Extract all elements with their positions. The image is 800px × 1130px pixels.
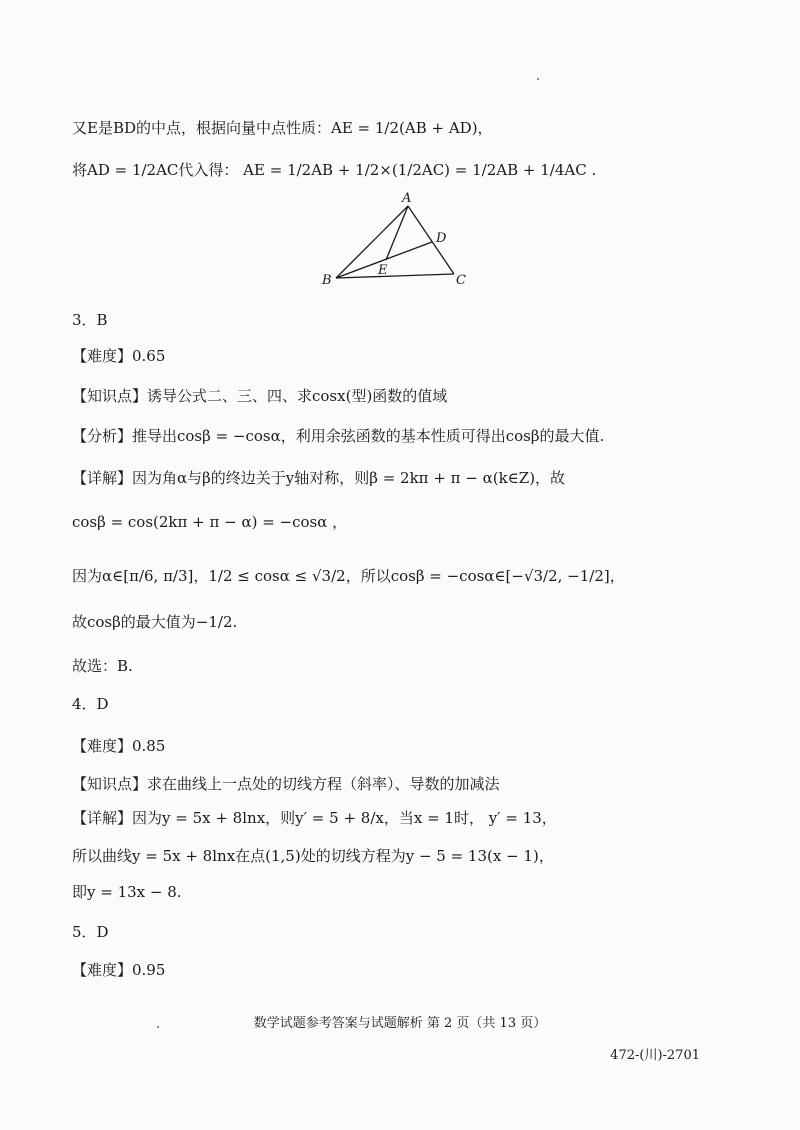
- label-d: D: [436, 231, 447, 246]
- analysis-3: 【分析】推导出cosβ = −cosα，利用余弦函数的基本性质可得出cosβ的最大值.: [72, 427, 605, 445]
- difficulty-5: 【难度】0.95: [72, 961, 166, 979]
- answer-4: 4．D: [72, 695, 109, 713]
- knowledge-4: 【知识点】求在曲线上一点处的切线方程（斜率）、导数的加减法: [72, 775, 500, 793]
- label-e: E: [378, 263, 388, 278]
- detail-4-c: 即y = 13x − 8.: [72, 883, 182, 901]
- detail-3-d: 故cosβ的最大值为−1/2.: [72, 613, 238, 631]
- choose-3: 故选：B.: [72, 657, 133, 675]
- difficulty-4: 【难度】0.85: [72, 737, 166, 755]
- segment-bc: [336, 274, 454, 278]
- line-1: 又E是BD的中点，根据向量中点性质：AE = 1/2(AB + AD)，: [72, 119, 493, 137]
- doc-code: 472-(川)-2701: [610, 1048, 700, 1063]
- answer-5: 5．D: [72, 923, 109, 941]
- triangle-figure: [318, 192, 478, 292]
- label-c: C: [456, 273, 466, 288]
- label-a: A: [402, 191, 412, 206]
- page-footer: 数学试题参考答案与试题解析 第 2 页（共 13 页）: [253, 1016, 547, 1031]
- detail-4-a: 【详解】因为y = 5x + 8lnx，则y′ = 5 + 8/x，当x = 1时， y′ = 13，: [72, 809, 557, 827]
- scan-speck: [537, 78, 539, 80]
- label-b: B: [322, 273, 332, 288]
- answer-3: 3．B: [72, 311, 108, 329]
- detail-3-b: cosβ = cos(2kπ + π − α) = −cosα ，: [72, 513, 348, 531]
- knowledge-3: 【知识点】诱导公式二、三、四、求cosx(型)函数的值域: [72, 387, 448, 405]
- segment-ab: [336, 206, 408, 278]
- scan-speck: [157, 1026, 159, 1028]
- segment-ac: [408, 206, 454, 274]
- line-2: 将AD = 1/2AC代入得： AE = 1/2AB + 1/2×(1/2AC) = 1/2AB + 1/4AC .: [72, 161, 597, 179]
- detail-4-b: 所以曲线y = 5x + 8lnx在点(1,5)处的切线方程为y − 5 = 13(x − 1)，: [72, 847, 554, 865]
- difficulty-3: 【难度】0.65: [72, 347, 166, 365]
- detail-3-a: 【详解】因为角α与β的终边关于y轴对称，则β = 2kπ + π − α(k∈Z)，故: [72, 469, 566, 487]
- detail-3-c: 因为α∈[π/6, π/3]，1/2 ≤ cosα ≤ √3/2，所以cosβ = −cosα∈[−√3/2, −1/2]，: [72, 567, 625, 585]
